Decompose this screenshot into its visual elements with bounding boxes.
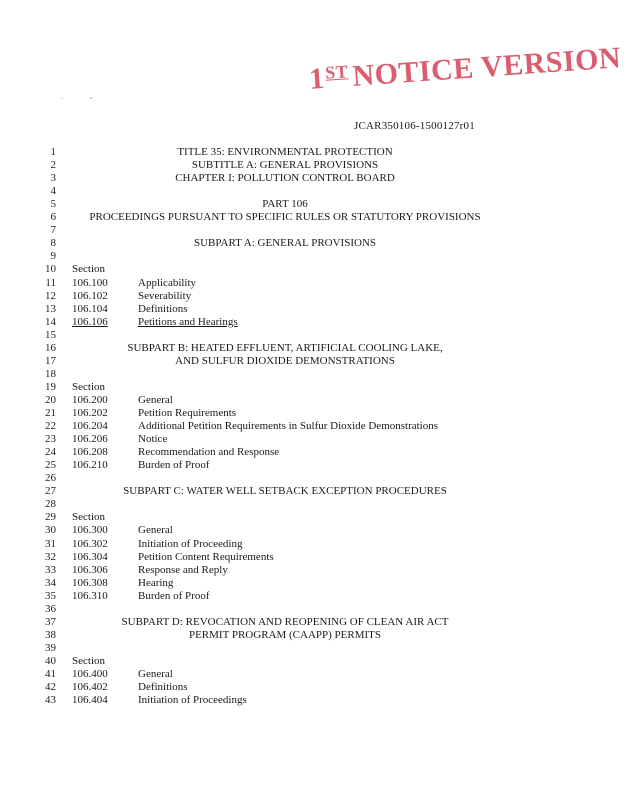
- line-number: 12: [45, 290, 56, 302]
- section-number: 106.400: [72, 668, 108, 680]
- section-number: 106.102: [72, 290, 108, 302]
- section-title: Initiation of Proceeding: [138, 538, 243, 550]
- line-number: 27: [45, 485, 56, 497]
- section-number: 106.304: [72, 551, 108, 563]
- line-number: 36: [45, 603, 56, 615]
- heading-line: SUBPART D: REVOCATION AND REOPENING OF CLEAN AIR ACT: [121, 616, 449, 628]
- line-number: 30: [45, 524, 56, 536]
- section-number: 106.202: [72, 407, 108, 419]
- section-number: 106.208: [72, 446, 108, 458]
- line-number: 40: [45, 655, 56, 667]
- section-title: Additional Petition Requirements in Sulfur Dioxide Demonstrations: [138, 420, 439, 432]
- first-notice-version-stamp: 1STNOTICE VERSION: [308, 41, 623, 96]
- line-number: 20: [45, 394, 56, 406]
- line-number: 17: [45, 355, 56, 367]
- line-number: 35: [45, 590, 56, 602]
- section-title: Severability: [138, 290, 192, 302]
- section-number: 106.104: [72, 303, 108, 315]
- line-number: 13: [45, 303, 56, 315]
- heading-line: TITLE 35: ENVIRONMENTAL PROTECTION: [177, 146, 393, 158]
- line-number: 9: [50, 250, 56, 262]
- line-number: 33: [45, 564, 56, 576]
- heading-line: SUBPART C: WATER WELL SETBACK EXCEPTION PROCEDURES: [123, 485, 447, 497]
- line-number: 39: [45, 642, 56, 654]
- section-number: 106.310: [72, 590, 108, 602]
- section-label: Section: [72, 655, 105, 667]
- line-number: 29: [45, 511, 56, 523]
- section-number: 106.300: [72, 524, 108, 536]
- line-number: 24: [45, 446, 56, 458]
- section-title: General: [138, 524, 173, 536]
- line-number: 32: [45, 551, 56, 563]
- heading-line: SUBPART B: HEATED EFFLUENT, ARTIFICIAL COOLING LAKE,: [127, 342, 443, 354]
- section-number: 106.404: [72, 694, 108, 706]
- heading-line: AND SULFUR DIOXIDE DEMONSTRATIONS: [175, 355, 395, 367]
- line-number: 22: [45, 420, 56, 432]
- line-number: 38: [45, 629, 56, 641]
- line-number: 23: [45, 433, 56, 445]
- section-number: 106.100: [72, 277, 108, 289]
- section-number: 106.200: [72, 394, 108, 406]
- section-number: 106.402: [72, 681, 108, 693]
- line-number: 15: [45, 329, 56, 341]
- section-title: General: [138, 668, 173, 680]
- section-title: Initiation of Proceedings: [138, 694, 247, 706]
- line-number: 7: [50, 224, 56, 236]
- line-number: 3: [50, 172, 56, 184]
- section-title: Definitions: [138, 303, 188, 315]
- line-number: 5: [50, 198, 56, 210]
- section-title: Recommendation and Response: [138, 446, 280, 458]
- line-number: 42: [45, 681, 56, 693]
- heading-line: PERMIT PROGRAM (CAAPP) PERMITS: [188, 629, 382, 641]
- heading-line: PART 106: [262, 198, 308, 210]
- section-number: 106.206: [72, 433, 108, 445]
- line-number: 11: [45, 277, 56, 289]
- heading-line: PROCEEDINGS PURSUANT TO SPECIFIC RULES OR STATUTORY PROVISIONS: [89, 211, 481, 223]
- line-number: 10: [45, 263, 56, 275]
- section-title: Definitions: [138, 681, 188, 693]
- section-number: 106.306: [72, 564, 108, 576]
- line-number: 19: [45, 381, 56, 393]
- line-number: 28: [45, 498, 56, 510]
- section-number: 106.106: [72, 316, 108, 328]
- line-number: 41: [45, 668, 56, 680]
- line-number: 21: [45, 407, 56, 419]
- section-number: 106.308: [72, 577, 108, 589]
- heading-line: CHAPTER I: POLLUTION CONTROL BOARD: [175, 172, 395, 184]
- section-title: Burden of Proof: [138, 459, 210, 471]
- line-number: 8: [50, 237, 56, 249]
- section-label: Section: [72, 263, 105, 275]
- scan-speck: [90, 97, 92, 99]
- line-number: 4: [50, 185, 56, 197]
- section-number: 106.302: [72, 538, 108, 550]
- section-label: Section: [72, 381, 105, 393]
- heading-line: SUBPART A: GENERAL PROVISIONS: [194, 237, 376, 249]
- section-label: Section: [72, 511, 105, 523]
- line-number: 18: [45, 368, 56, 380]
- section-number: 106.210: [72, 459, 108, 471]
- section-title: Hearing: [138, 577, 174, 589]
- line-number: 6: [50, 211, 56, 223]
- document-id: JCAR350106-1500127r01: [354, 120, 475, 132]
- line-number: 43: [45, 694, 56, 706]
- section-title: Burden of Proof: [138, 590, 210, 602]
- section-title: Notice: [138, 433, 168, 445]
- section-title: Response and Reply: [138, 564, 228, 576]
- line-number: 34: [45, 577, 56, 589]
- section-title: General: [138, 394, 173, 406]
- scan-speck: [61, 98, 63, 99]
- line-number: 1: [50, 146, 56, 158]
- line-number: 16: [45, 342, 56, 354]
- line-number: 26: [45, 472, 56, 484]
- line-number: 37: [45, 616, 56, 628]
- line-number: 31: [45, 538, 56, 550]
- line-number: 2: [50, 159, 56, 171]
- section-title: Petition Content Requirements: [138, 551, 274, 563]
- section-title: Petitions and Hearings: [138, 316, 238, 328]
- section-number: 106.204: [72, 420, 108, 432]
- section-title: Petition Requirements: [138, 407, 237, 419]
- line-number: 25: [45, 459, 56, 471]
- section-title: Applicability: [138, 277, 197, 289]
- line-number: 14: [45, 316, 56, 328]
- heading-line: SUBTITLE A: GENERAL PROVISIONS: [191, 159, 379, 171]
